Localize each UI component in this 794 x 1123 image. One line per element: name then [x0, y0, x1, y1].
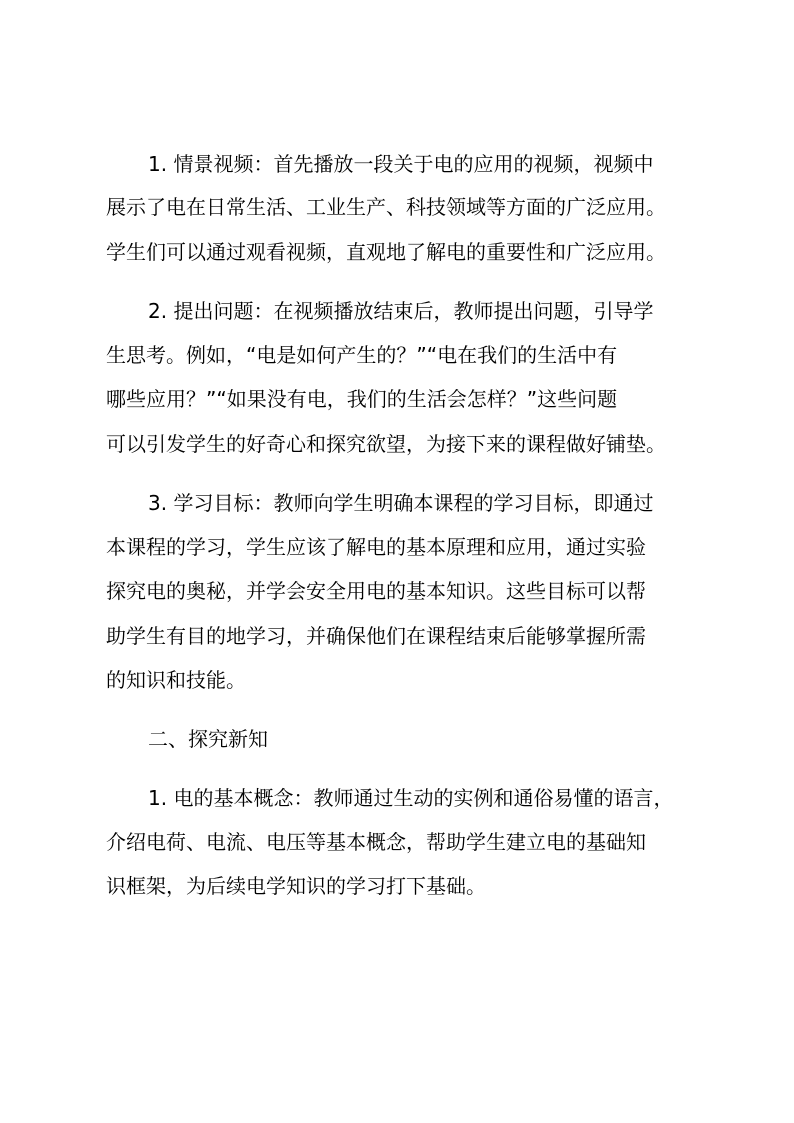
text-line: 识框架，为后续电学知识的学习打下基础。	[106, 874, 486, 898]
text-line: 本课程的学习，学生应该了解电的基本原理和应用，通过实验	[106, 535, 646, 559]
section-heading: 二、探究新知	[148, 727, 268, 751]
text-line: 学生们可以通过观看视频，直观地了解电的重要性和广泛应用。	[106, 240, 666, 264]
text-line: 3. 学习目标：教师向学生明确本课程的学习目标，即通过	[148, 491, 654, 515]
text-line: 1. 电的基本概念：教师通过生动的实例和通俗易懂的语言，	[148, 786, 674, 810]
text-line: 1. 情景视频：首先播放一段关于电的应用的视频，视频中	[148, 152, 654, 176]
text-line: 助学生有目的地学习，并确保他们在课程结束后能够掌握所需	[106, 624, 646, 648]
text-line: 介绍电荷、电流、电压等基本概念，帮助学生建立电的基础知	[106, 830, 646, 854]
text-line: 展示了电在日常生活、工业生产、科技领域等方面的广泛应用。	[106, 195, 666, 219]
text-line: 的知识和技能。	[106, 668, 246, 692]
text-line: 生思考。例如，“电是如何产生的？”“电在我们的生活中有	[106, 343, 618, 367]
text-line: 哪些应用？”“如果没有电，我们的生活会怎样？”这些问题	[106, 387, 618, 411]
text-line: 可以引发学生的好奇心和探究欲望，为接下来的课程做好铺垫。	[106, 432, 666, 456]
text-line: 2. 提出问题：在视频播放结束后，教师提出问题，引导学	[148, 299, 654, 323]
text-line: 探究电的奥秘，并学会安全用电的基本知识。这些目标可以帮	[106, 579, 646, 603]
